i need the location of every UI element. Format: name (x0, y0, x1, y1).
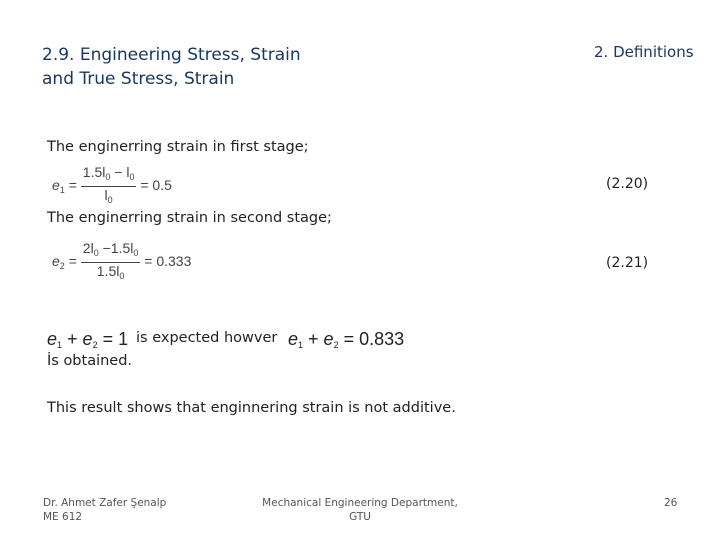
second-stage-text: The enginerring strain in second stage; (47, 210, 332, 226)
first-stage-text: The enginerring strain in first stage; (47, 139, 309, 155)
footer-author (43, 496, 166, 524)
section-label: 2. Definitions (594, 43, 694, 61)
fraction: $\frac{1.5l_0 - l_0}{l_0}$ (82, 164, 135, 205)
conclusion-text: This result shows that enginnering strain is not additive. (47, 400, 456, 416)
equation-2-21: $e_2$ = $\frac{2l_0 -1.5l_0}{1.5l_0}$ = 0.333 (52, 240, 191, 285)
course-code: ME 612 (43, 511, 83, 523)
equation-2-20: $e_1$ = $\frac{1.5l_0 - l_0}{l_0}$ = 0.5 (52, 164, 172, 209)
department-line-1: Mechanical Engineering Department, (262, 497, 458, 509)
fraction: $\frac{2l_0 -1.5l_0}{1.5l_0}$ (82, 240, 139, 281)
equation-number-2-21: (2.21) (606, 255, 649, 271)
page-number: 26 (664, 497, 678, 509)
slide-title (42, 43, 301, 91)
obtained-expression: $e_1 + e_2 = 0.833$ (288, 329, 405, 350)
footer-department (260, 496, 460, 524)
title-line-2: and True Stress, Strain (42, 69, 235, 89)
expected-text: is expected howver (136, 330, 278, 346)
department-line-2: GTU (349, 511, 371, 523)
title-line-1: 2.9. Engineering Stress, Strain (42, 45, 301, 65)
expected-expression: $e_1 + e_2 = 1$ (47, 329, 129, 350)
equation-number-2-20: (2.20) (606, 176, 649, 192)
obtained-text: İs obtained. (47, 353, 133, 369)
author-name: Dr. Ahmet Zafer Şenalp (43, 497, 167, 509)
